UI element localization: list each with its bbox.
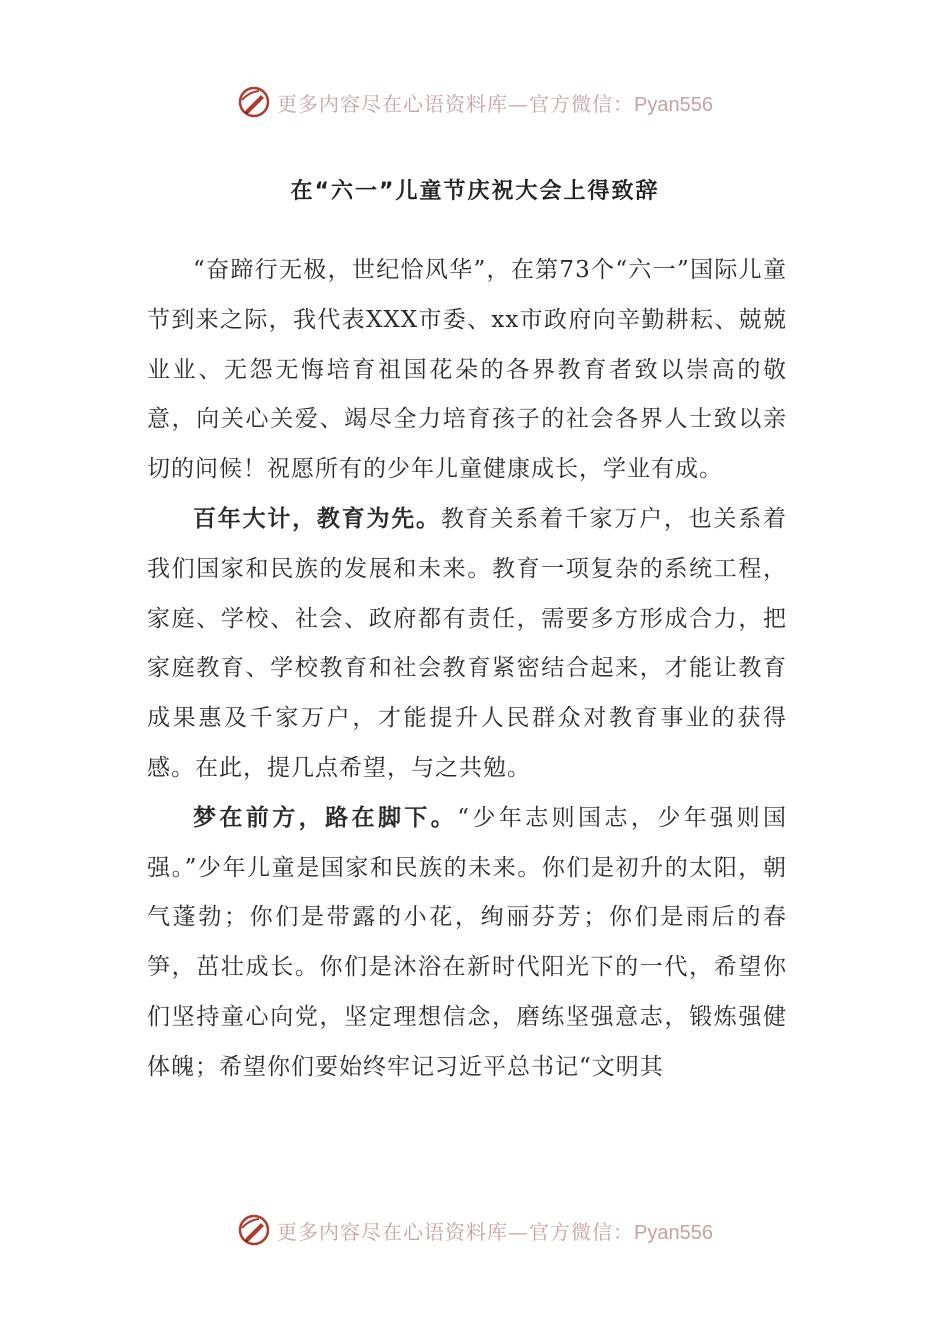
footer-banner: [0, 1208, 950, 1252]
pen-logo-icon: [237, 85, 271, 119]
paragraph-2: [147, 495, 787, 794]
paragraph-3-text: “少年志则国志，少年强则国强。”少年儿童是国家和民族的未来。你们是初升的太阳，朝气蓬勃；你们是带露的小花，绚丽芬芳；你们是雨后的春笋，茁壮成长。你们是沐浴在新时代阳光下的一代，希望你们坚持童心向党，坚定理想信念，磨练坚强意志，锻炼强健体魄；希望你们要始终牢记习近平总书记“文明其: [147, 804, 787, 1080]
banner-slogan: 更多内容尽在心语资料库—官方微信：: [277, 91, 635, 116]
paragraph-2-text: 教育关系着千家万户，也关系着我们国家和民族的发展和未来。教育一项复杂的系统工程，家庭、学校、社会、政府都有责任，需要多方形成合力，把家庭教育、学校教育和社会教育紧密结合起来，才能让教育成果惠及千家万户，才能提升人民群众对教育事业的获得感。在此，提几点希望，与之共勉。: [147, 505, 788, 781]
document-body: [147, 246, 787, 1093]
banner-handle: Pyan556: [634, 1221, 713, 1244]
banner-handle: Pyan556: [634, 93, 713, 116]
paragraph-1-text: “奋蹄行无极，世纪恰风华”，在第73个“六一”国际儿童节到来之际，我代表XXX市委、xx市政府向辛勤耕耘、兢兢业业、无怨无悔培育祖国花朵的各界教育者致以崇高的敬意，向关心关爱、竭尽全力培育孩子的社会各界人士致以亲切的问候！祝愿所有的少年儿童健康成长，学业有成。: [147, 257, 787, 483]
paragraph-1: [147, 246, 787, 495]
paragraph-3-lead: 梦在前方，路在脚下。: [193, 804, 458, 831]
pen-logo-icon: [237, 1213, 271, 1247]
banner-text: [277, 88, 713, 117]
document-title: 在“六一”儿童节庆祝大会上得致辞: [290, 179, 660, 204]
banner-text: [277, 1216, 713, 1245]
paragraph-3: [147, 794, 787, 1093]
paragraph-2-lead: 百年大计，教育为先。: [193, 505, 441, 532]
banner-slogan: 更多内容尽在心语资料库—官方微信：: [277, 1219, 635, 1244]
header-banner: [0, 80, 950, 124]
